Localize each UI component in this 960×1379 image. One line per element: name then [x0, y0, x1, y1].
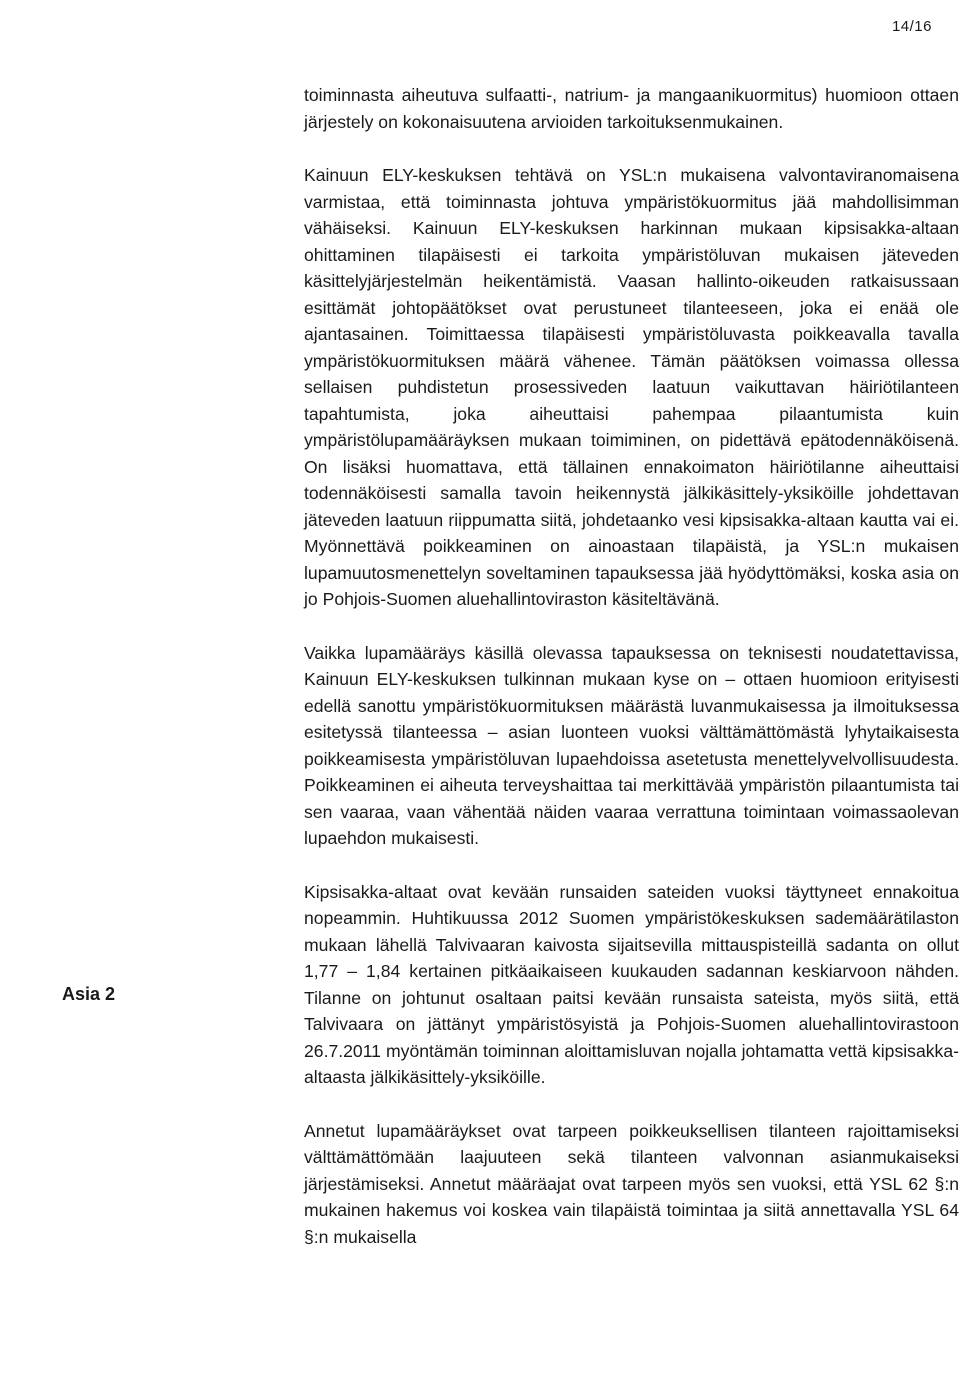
paragraph-2: Kainuun ELY-keskuksen tehtävä on YSL:n mukaisena valvontaviranomaisena varmistaa, että toiminnasta johtuva ympäristökuormitus jää mahdollisimman vähäiseksi. Kainuun ELY-keskuksen harkinnan mukaan kipsisakka-altaan ohittaminen tilapäisesti ei tarkoita ympäristöluvan mukaisen jäteveden käsittelyjärjestelmän heikentämistä. Vaasan hallinto-oikeuden ratkaisussaan esittämät johtopäätökset ovat perustuneet tilanteeseen, joka ei enää ole ajantasainen. Toimittaessa tilapäisesti ympäristöluvasta poikkeavalla tavalla ympäristökuormituksen määrä vähenee. Tämän päätöksen voimassa ollessa sellaisen puhdistetun prosessiveden laatuun vaikuttavan häiriötilanteen tapahtumista, joka aiheuttaisi pahempaa pilaantumista kuin ympäristölupamääräyksen mukaan toimiminen, on pidettävä epätodennäköisenä. On lisäksi huomattava, että tällainen ennakoimaton häiriötilanne aiheuttaisi todennäköisesti samalla tavoin heikennystä jälkikäsittely-yksiköille johdettavan jäteveden laatuun riippumatta siitä, johdetaanko vesi kipsisakka-altaan kautta vai ei. Myönnettävä poikkeaminen on ainoastaan tilapäistä, ja YSL:n mukaisen lupamuutosmenettelyn soveltaminen tapauksessa jää hyödyttömäksi, koska asia on jo Pohjois-Suomen aluehallintoviraston käsiteltävänä.: [304, 165, 959, 609]
page-number: 14/16: [891, 18, 932, 35]
section-label-asia-2: Asia 2: [62, 984, 116, 1004]
paragraph-4: Kipsisakka-altaat ovat kevään runsaiden sateiden vuoksi täyttyneet ennakoitua nopeammin. Huhtikuussa 2012 Suomen ympäristökeskuksen sademäärätilaston mukaan lähellä Talvivaaran kaivosta sijaitsevilla mittauspisteillä sadanta on ollut 1,77 – 1,84 kertainen pitkäaikaiseen kuukauden sadannan keskiarvoon nähden. Tilanne on johtunut osaltaan paitsi kevään runsaista sateista, myös siitä, että Talvivaara on jättänyt ympäristösyistä ja Pohjois-Suomen aluehallintovirastoon 26.7.2011 myöntämän toiminnan aloittamisluvan nojalla johtamatta vettä kipsisakka-altaasta jälkikäsittely-yksiköille.: [304, 881, 959, 1087]
document-body: [304, 82, 959, 1276]
paragraph-3: Vaikka lupamääräys käsillä olevassa tapauksessa on teknisesti noudatettavissa, Kainuun ELY-keskuksen tulkinnan mukaan kyse on – ottaen huomioon erityisesti edellä sanottu ympäristökuormituksen määrästä luvanmukaisessa ja ilmoituksessa esitetyssä tilanteessa – asian luonteen vuoksi välttämättömästä lyhytaikaisesta poikkeamisesta ympäristöluvan lupaehdoissa asetetusta menettelyvelvollisuudesta. Poikkeaminen ei aiheuta terveyshaittaa tai merkittävää ympäristön pilaantumista tai sen vaaraa, vaan vähentää näiden vaaraa verrattuna toimintaan voimassaolevan lupaehdon mukaisesti.: [304, 642, 959, 848]
paragraph-1: toiminnasta aiheutuva sulfaatti-, natrium- ja mangaanikuormitus) huomioon ottaen järjestely on kokonaisuutena arvioiden tarkoituksenmukainen.: [304, 85, 959, 132]
paragraph-5: Annetut lupamääräykset ovat tarpeen poikkeuksellisen tilanteen rajoittamiseksi välttämättömään laajuuteen sekä tilanteen valvonnan asianmukaiseksi järjestämiseksi. Annetut määräajat ovat tarpeen myös sen vuoksi, että YSL 62 §:n mukainen hakemus voi koskea vain tilapäistä toimintaa ja siitä annettavalla YSL 64 §:n mukaisella: [304, 1120, 959, 1247]
